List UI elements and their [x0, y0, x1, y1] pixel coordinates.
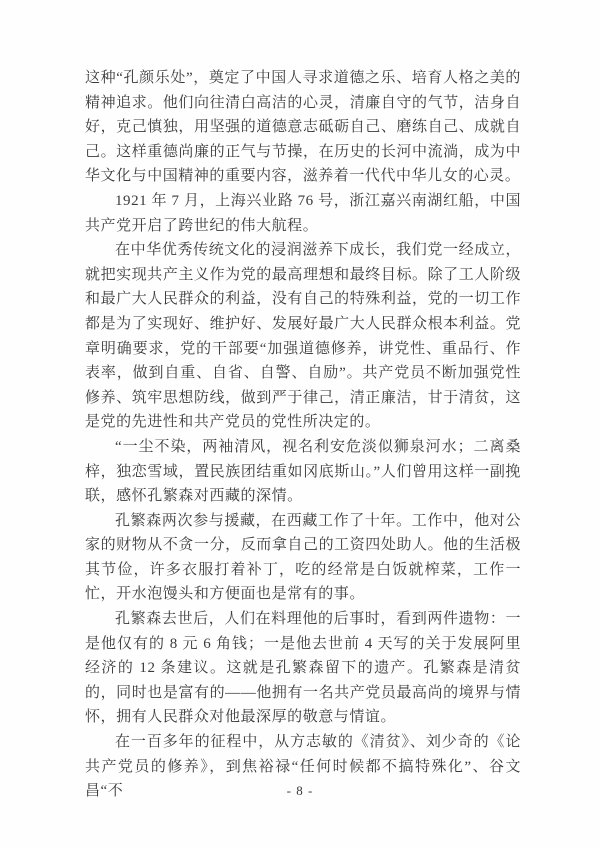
paragraph: 这种“孔颜乐处”，奠定了中国人寻求道德之乐、培育人格之美的精神追求。他们向往清白高洁的心灵，清廉自守的气节，洁身自好，克己慎独，用坚强的道德意志砥砺自己、磨练自己、成就自己。这样重德尚廉的正气与节操，在历史的长河中流淌，成为中华文化与中国精神的重要内容，滋养着一代代中华儿女的心灵。	[85, 70, 521, 185]
paragraph: 1921 年 7 月，上海兴业路 76 号，浙江嘉兴南湖红船，中国共产党开启了跨世纪的伟大航程。	[85, 192, 521, 234]
page-number: - 8 -	[286, 783, 314, 798]
paragraph: “一尘不染，两袖清风，视名利安危淡似狮泉河水；二离桑梓，独恋雪域，置民族团结重如冈底斯山。”人们曾用这样一副挽联，感怀孔繁森对西藏的深情。	[85, 438, 521, 505]
paragraph: 孔繁森两次参与援藏，在西藏工作了十年。工作中，他对公家的财物从不贪一分，反而拿自己的工资四处助人。他的生活极其节俭，许多衣服打着补丁，吃的经常是白饭就榨菜，工作一忙，开水泡馒头和方便面也是常有的事。	[85, 512, 521, 603]
paragraph: 孔繁森去世后，人们在料理他的后事时，看到两件遗物：一是他仅有的 8 元 6 角钱；一是他去世前 4 天写的关于发展阿里经济的 12 条建议。这就是孔繁森留下的遗产。孔繁森是清贫的，同时也是富有的——他拥有一名共产党员最高尚的境界与情怀，拥有人民群众对他最深厚的敬意与情谊。	[85, 611, 521, 726]
paragraph: 在中华优秀传统文化的浸润滋养下成长，我们党一经成立，就把实现共产主义作为党的最高理想和最终目标。除了工人阶级和最广大人民群众的利益，没有自己的特殊利益，党的一切工作都是为了实现好、维护好、发展好最广大人民群众根本利益。党章明确要求，党的干部要“加强道德修养，讲党性、重品行、作表率，做到自重、自省、自警、自励”。共产党员不断加强党性修养、筑牢思想防线，做到严于律己，清正廉洁，甘于清贫，这是党的先进性和共产党员的党性所决定的。	[85, 242, 521, 431]
document-body	[85, 66, 521, 804]
paragraph: 在一百多年的征程中，从方志敏的《清贫》、刘少奇的《论共产党员的修养》，到焦裕禄“任何时候都不搞特殊化”、谷文昌“不	[85, 734, 521, 800]
